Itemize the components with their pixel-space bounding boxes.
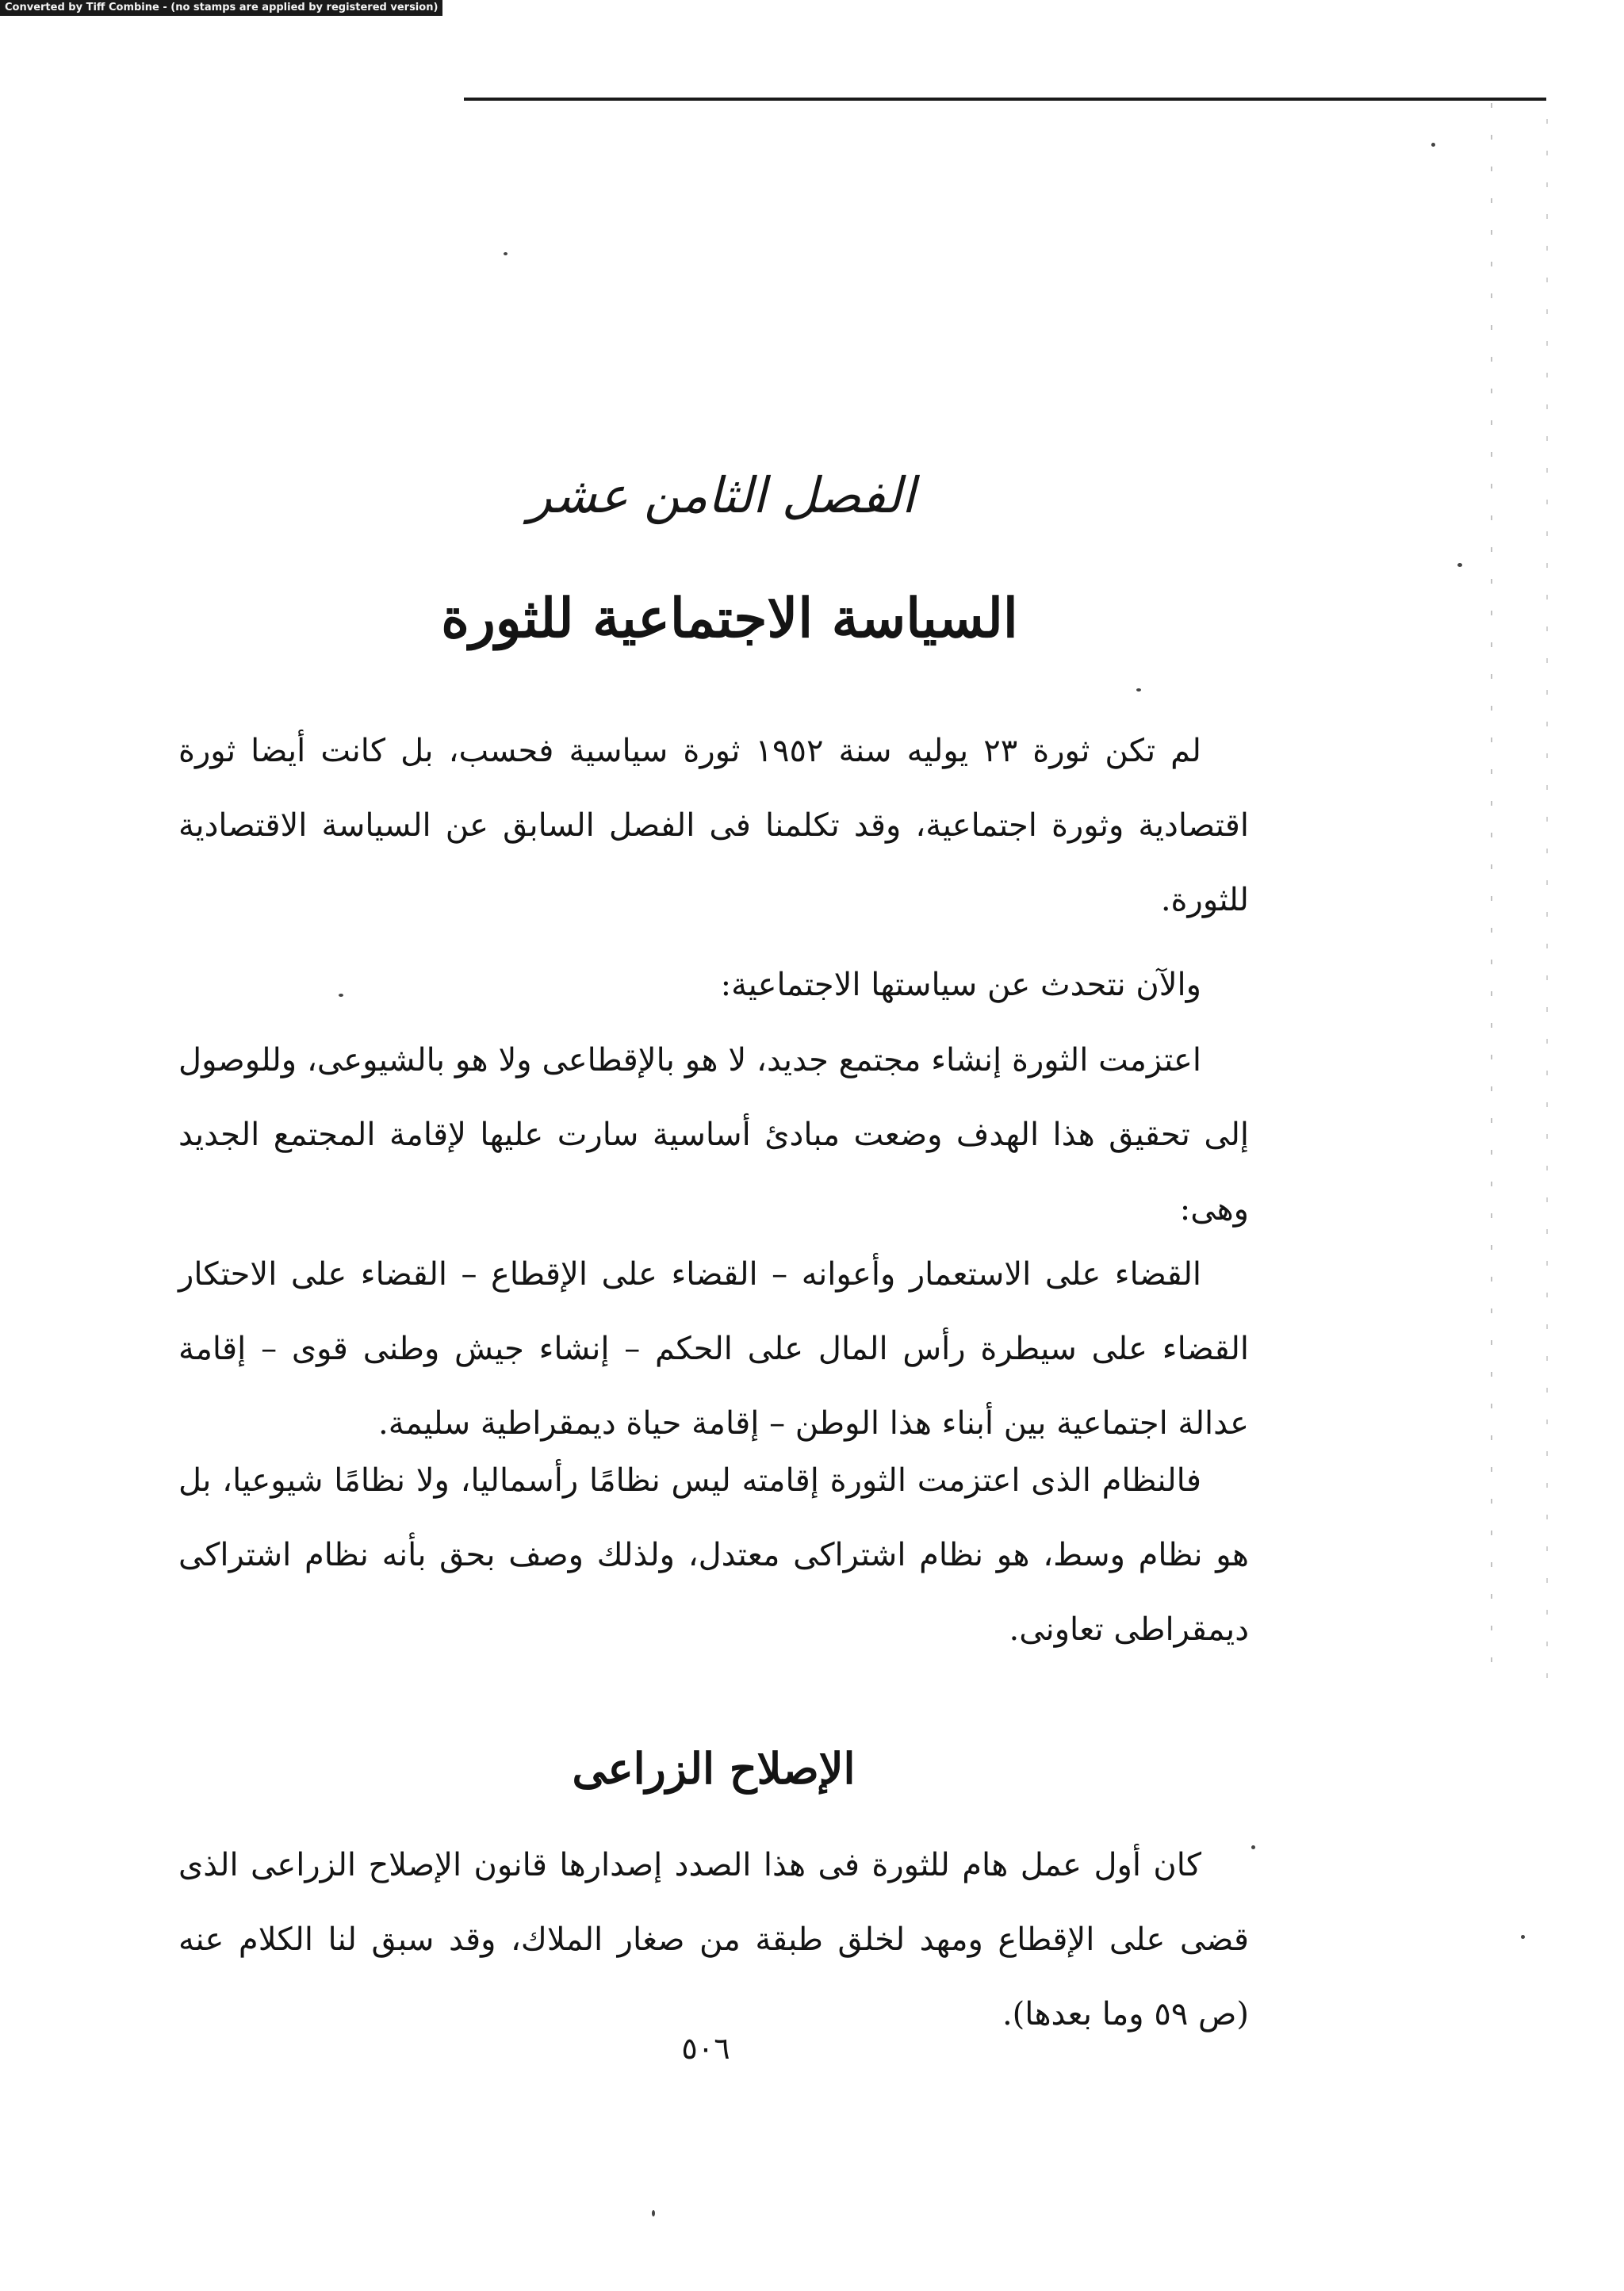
scan-speck — [1521, 1935, 1525, 1939]
paragraph-system-text: فالنظام الذى اعتزمت الثورة إقامته ليس نظامًا رأسماليا، ولا نظامًا شيوعيا، بل هو نظام وسط، هو نظام اشتراكى معتدل، ولذلك وصف بحق بأنه نظام اشتراكى ديمقراطى تعاونى. — [178, 1462, 1249, 1648]
scan-speck — [1431, 143, 1435, 147]
chapter-label: الفصل الثامن عشر — [527, 466, 916, 524]
paragraph-intro — [178, 714, 1249, 937]
paragraph-aim — [178, 1023, 1249, 1247]
scan-speck — [1251, 1845, 1255, 1849]
paragraph-system — [178, 1443, 1249, 1667]
paragraph-principles-text: القضاء على الاستعمار وأعوانه – القضاء على الإقطاع – القضاء على الاحتكار القضاء على سيطرة رأس المال على الحكم – إنشاء جيش وطنى قوى – إقامة عدالة اجتماعية بين أبناء هذا الوطن – إقامة حياة ديمقراطية سليمة. — [178, 1256, 1249, 1442]
section-heading: الإصلاح الزراعى — [572, 1743, 856, 1794]
scan-speck — [1136, 688, 1141, 692]
scan-speck — [652, 2210, 655, 2216]
paragraph-principles — [178, 1237, 1249, 1461]
section-paragraph-text: كان أول عمل هام للثورة فى هذا الصدد إصدارها قانون الإصلاح الزراعى الذى قضى على الإقطاع ومهد لخلق طبقة من صغار الملاك، وقد سبق لنا الكلام عنه (ص ٥٩ وما بعدها). — [178, 1847, 1250, 2032]
paragraph-now-text: والآن نتحدث عن سياستها الاجتماعية: — [720, 967, 1201, 1003]
chapter-title: السياسة الاجتماعية للثورة — [441, 587, 1018, 650]
paragraph-intro-text: لم تكن ثورة ٢٣ يوليه سنة ١٩٥٢ ثورة سياسية فحسب، بل كانت أيضا ثورة اقتصادية وثورة اجتماعية، وقد تكلمنا فى الفصل السابق عن السياسة الاقتصادية للثورة. — [178, 733, 1249, 918]
section-paragraph — [178, 1828, 1249, 2052]
paragraph-aim-text: اعتزمت الثورة إنشاء مجتمع جديد، لا هو بالإقطاعى ولا هو بالشيوعى، وللوصول إلى تحقيق هذا الهدف وضعت مبادئ أساسية سارت عليها لإقامة المجتمع الجديد وهى: — [178, 1042, 1249, 1228]
paragraph-now — [178, 948, 1249, 1022]
binding-edge-marks — [1491, 103, 1492, 1689]
converter-watermark: Converted by Tiff Combine - (no stamps are applied by registered version) — [0, 0, 442, 16]
page-number: ٥٠٦ — [681, 2031, 730, 2066]
scan-speck — [504, 252, 508, 255]
top-rule — [464, 98, 1546, 101]
scan-speck — [1457, 563, 1462, 567]
binding-edge-marks-outer — [1546, 119, 1548, 1705]
